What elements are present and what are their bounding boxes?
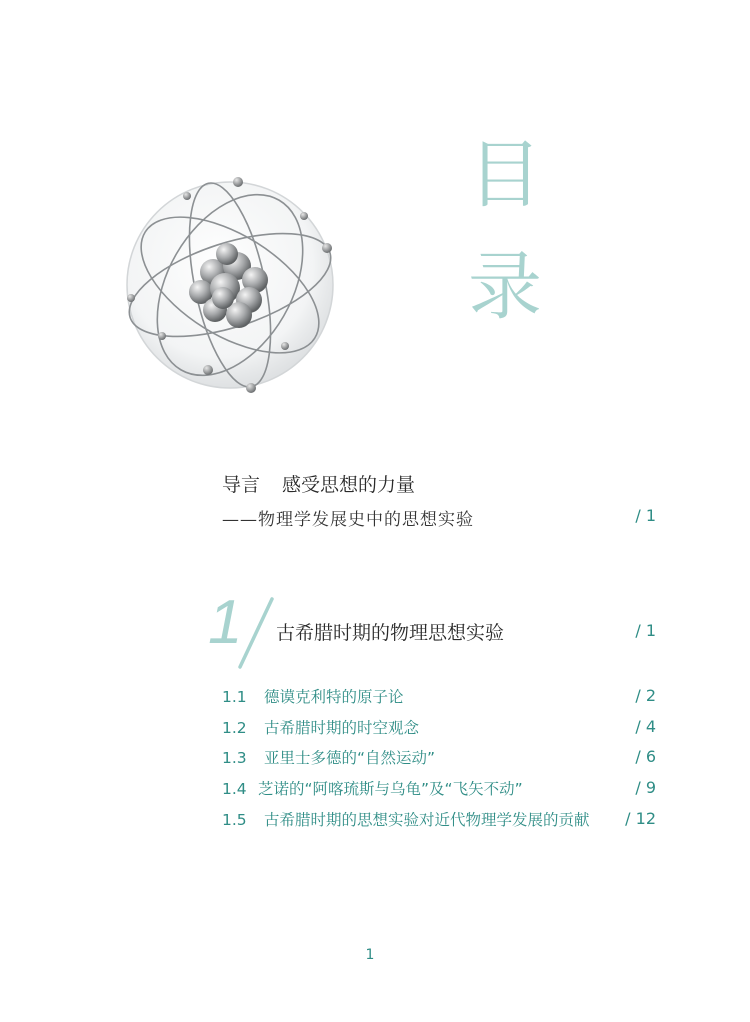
section-title: 古希腊时期的思想实验对近代物理学发展的贡献 <box>264 811 590 829</box>
section-title: 芝诺的“阿喀琉斯与乌龟”及“飞矢不动” <box>258 780 523 798</box>
chapter-slash-decoration <box>228 595 278 670</box>
atom-icon <box>115 170 345 400</box>
section-page-number: / 6 <box>635 747 656 766</box>
section-number: 1.2 <box>222 719 247 737</box>
section-entry[interactable] <box>222 808 590 830</box>
section-number: 1.1 <box>222 688 247 706</box>
toc-heading-char-2: 录 <box>468 244 542 330</box>
chapter-title[interactable]: 古希腊时期的物理思想实验 <box>276 622 505 644</box>
intro-subtitle: ——物理学发展史中的思想实验 <box>222 510 474 530</box>
chapter-number: 1 <box>208 588 243 657</box>
section-title: 古希腊时期的时空观念 <box>264 719 420 737</box>
section-entry[interactable] <box>222 716 419 738</box>
section-title: 德谟克利特的原子论 <box>264 688 404 706</box>
footer-page-number: 1 <box>365 947 375 963</box>
section-number: 1.3 <box>222 749 247 767</box>
chapter-page-number: / 1 <box>635 621 656 640</box>
section-entry[interactable] <box>222 746 435 768</box>
intro-entry[interactable] <box>222 470 415 497</box>
section-page-number: / 12 <box>625 809 656 828</box>
section-entry[interactable] <box>222 777 523 799</box>
section-number: 1.4 <box>222 780 247 798</box>
section-title: 亚里士多德的“自然运动” <box>264 749 436 767</box>
section-number: 1.5 <box>222 811 247 829</box>
intro-title: 感受思想的力量 <box>282 474 416 496</box>
section-page-number: / 9 <box>635 778 656 797</box>
intro-page-number: / 1 <box>635 506 656 525</box>
toc-heading-char-1: 目 <box>468 132 542 218</box>
section-page-number: / 2 <box>635 686 656 705</box>
section-entry[interactable] <box>222 685 404 707</box>
intro-label: 导言 <box>222 474 261 496</box>
section-page-number: / 4 <box>635 717 656 736</box>
